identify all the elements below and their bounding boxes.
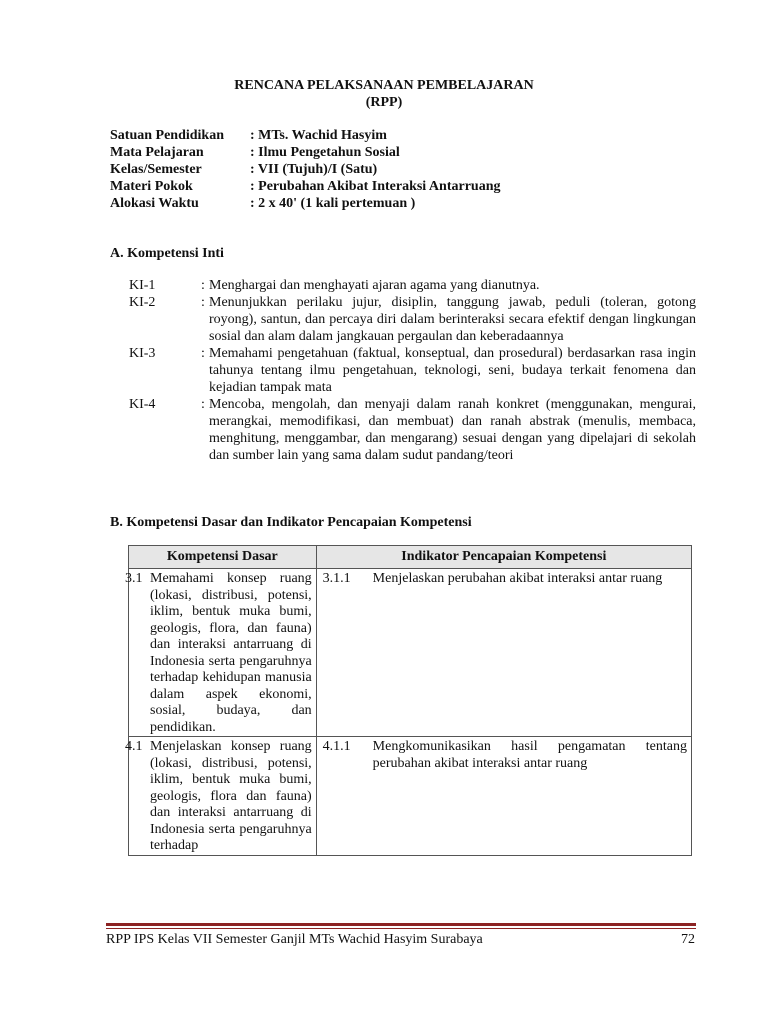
page-number: 72 — [681, 932, 695, 947]
ki-colon: : — [201, 295, 205, 310]
section-b-heading: B. Kompetensi Dasar dan Indikator Pencapaian Kompetensi — [110, 515, 472, 530]
document-subtitle: (RPP) — [365, 95, 403, 110]
ki-code: KI-2 — [129, 295, 156, 310]
ki-text: Memahami pengetahuan (faktual, konseptual, dan prosedural) berdasarkan rasa ingin tahunya tentang ilmu pengetahuan, teknologi, seni, budaya terkait fenomena dan kejadian tampak mata — [209, 346, 696, 395]
table-header-row — [129, 546, 692, 569]
header-kompetensi-dasar: Kompetensi Dasar — [129, 546, 317, 569]
ki-text: Mencoba, mengolah, dan menyaji dalam ranah konkret (menggunakan, mengurai, merangkai, memodifikasi, dan membuat) dan ranah abstrak (menulis, membaca, menghitung, menggambar, dan mengarang) sesuai dengan yang dipelajari di sekolah dan sumber lain yang sama dalam sudut pandang/teori — [209, 397, 696, 463]
footer-text: RPP IPS Kelas VII Semester Ganjil MTs Wachid Hasyim Surabaya — [106, 932, 483, 947]
indicator-number: 4.1.1 — [322, 739, 351, 754]
ki-colon: : — [201, 278, 205, 293]
ki-item — [129, 277, 696, 294]
section-a-heading: A. Kompetensi Inti — [110, 246, 224, 261]
meta-row-materi — [110, 178, 500, 195]
ki-item — [129, 294, 696, 345]
kd-cell — [125, 737, 317, 856]
ki-text: Menghargai dan menghayati ajaran agama yang dianutnya. — [209, 278, 540, 293]
ki-item — [129, 345, 696, 396]
ki-item — [129, 396, 696, 464]
indicator-number: 3.1.1 — [322, 571, 351, 586]
ki-code: KI-1 — [129, 278, 156, 293]
meta-value: : VII (Tujuh)/I (Satu) — [250, 162, 378, 177]
meta-value: : Ilmu Pengetahun Sosial — [250, 145, 400, 160]
meta-label: Mata Pelajaran — [110, 145, 204, 160]
footer-rule-thick — [106, 923, 696, 926]
meta-label: Satuan Pendidikan — [110, 128, 224, 143]
meta-row-alokasi — [110, 195, 500, 212]
table-row — [129, 569, 692, 737]
meta-label: Alokasi Waktu — [110, 196, 199, 211]
ki-code: KI-4 — [129, 397, 156, 412]
meta-value: : 2 x 40' (1 kali pertemuan ) — [250, 196, 416, 211]
kd-cell — [125, 569, 317, 737]
ki-colon: : — [201, 346, 205, 361]
indicator-cell — [316, 737, 691, 856]
ki-list — [129, 277, 696, 464]
kd-number: 3.1 — [125, 571, 143, 586]
ki-code: KI-3 — [129, 346, 156, 361]
meta-label: Kelas/Semester — [110, 162, 202, 177]
kd-number: 4.1 — [125, 739, 143, 754]
meta-value: : Perubahan Akibat Interaksi Antarruang — [250, 179, 501, 194]
document-title: RENCANA PELAKSANAAN PEMBELAJARAN — [234, 78, 534, 93]
meta-row-mapel — [110, 144, 500, 161]
competency-table — [125, 545, 692, 856]
table-row — [129, 737, 692, 856]
kd-text: Memahami konsep ruang (lokasi, distribusi, potensi, iklim, bentuk muka bumi, geologis, flora, dan fauna) dan interaksi antarruang di Indonesia serta pengaruhnya terhadap kehidupan manusia dalam aspek ekonomi, sosial, budaya, dan pendidikan. — [150, 571, 312, 735]
header-indikator: Indikator Pencapaian Kompetensi — [316, 546, 691, 569]
meta-block — [110, 127, 500, 212]
meta-row-satuan — [110, 127, 500, 144]
meta-row-kelas — [110, 161, 500, 178]
meta-label: Materi Pokok — [110, 179, 193, 194]
indicator-text: Menjelaskan perubahan akibat interaksi antar ruang — [372, 571, 663, 586]
indicator-text: Mengkomunikasikan hasil pengamatan tentang perubahan akibat interaksi antar ruang — [372, 739, 687, 771]
indicator-cell — [316, 569, 691, 737]
meta-value: : MTs. Wachid Hasyim — [250, 128, 387, 143]
footer-rule-thin — [106, 928, 696, 929]
kd-text: Menjelaskan konsep ruang (lokasi, distribusi, potensi, iklim, bentuk muka bumi, geologis, flora dan fauna) dan interaksi antarruang di Indonesia serta pengaruhnya terhadap — [150, 739, 312, 853]
ki-text: Menunjukkan perilaku jujur, disiplin, tanggung jawab, peduli (toleran, gotong royong), santun, dan percaya diri dalam berinteraksi secara efektif dengan lingkungan sosial dan alam dalam jangkauan pergaulan dan keberadaannya — [209, 295, 696, 344]
ki-colon: : — [201, 397, 205, 412]
